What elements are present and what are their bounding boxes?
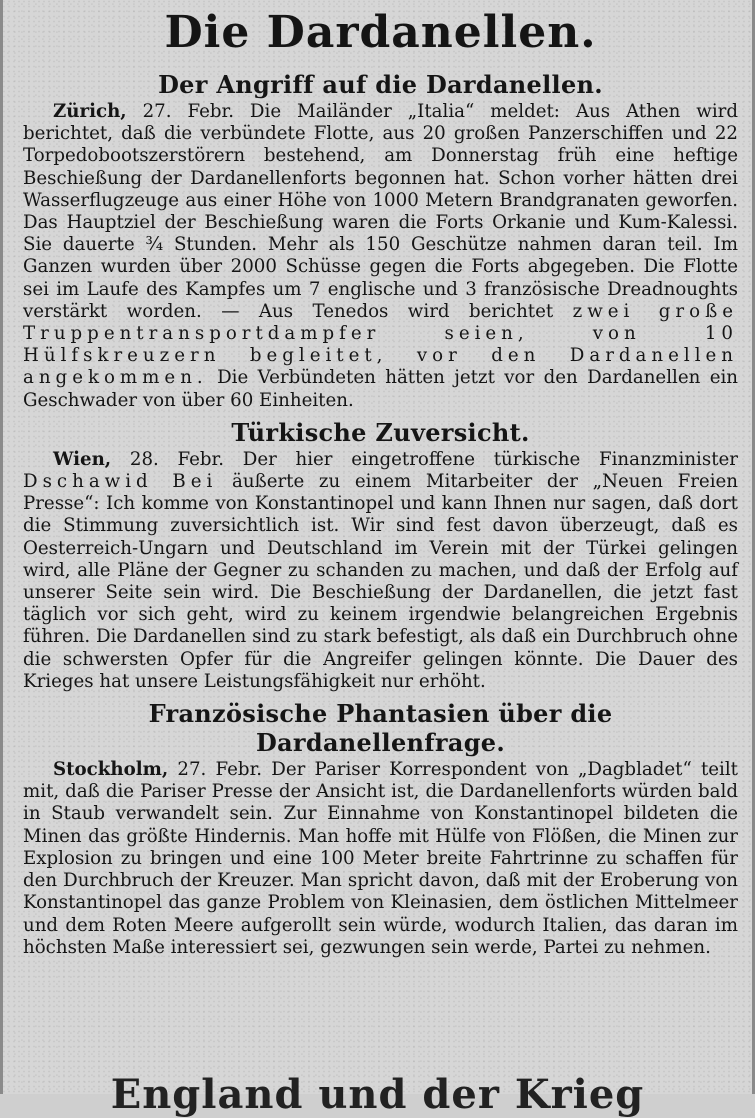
article-headline: Der Angriff auf die Dardanellen. [158,70,603,99]
article-body [23,449,738,693]
cutoff-heading: England und der Krieg [110,1071,645,1118]
article-attack [23,70,738,412]
body-text: äußerte zu einem Mitarbeiter der „Neuen Freien Presse“: Ich komme von Konstantinopel und kann Ihnen nur sagen, daß dort die Stimmung zuversichtlich ist. Wir sind fest davon überzeugt, daß es Oesterreich-Ungarn und Deutschland im Verein mit der Türkei gelingen wird, alle Pläne der Gegner zu schanden zu machen, und daß der Erfolg auf unserer Seite sein wird. Die Beschießung der Dardanellen, die jetzt fast täglich vor sich geht, wird zu keinem irgendwie belangreichen Ergebnis führen. Die Dardanellen sind zu stark befestigt, als daß ein Durchbruch ohne die schwersten Opfer für die Angreifer gelingen könnte. Die Dauer des Krieges hat unsere Leistungsfähigkeit nur erhöht. [23,471,738,692]
article-turkish-confidence [23,418,738,693]
emphasized-text: zwei große Truppentransportdampfer seien, von 10 Hülfskreuzern begleitet, vor den Dardanellen angekommen. [23,300,738,389]
body-text: 27. Febr. Der Pariser Korrespondent von „Dagbladet“ teilt mit, daß die Pariser Presse der Ansicht ist, die Dardanellenforts würden bald in Staub verwandelt sein. Zur Einnahme von Konstantinopel bildeten die Minen das größte Hindernis. Man hoffe mit Hülfe von Flößen, die Minen zur Explosion zu bringen und eine 100 Meter breite Fahrtrinne zu schaffen für den Durchbruch der Kreuzer. Man spricht davon, daß mit der Eroberung von Konstantinopel das ganze Problem von Kleinasien, dem östlichen Mittelmeer und dem Roten Meere aufgerollt sein würde, wodurch Italien, das daran im höchsten Maße interessiert sei, gezwungen sein werde, Partei zu nehmen. [23,759,738,958]
body-text: Die Verbündeten hätten jetzt vor den Dardanellen ein Geschwader von über 60 Einheiten. [23,367,738,411]
body-text: 27. Febr. Die Mailänder „Italia“ meldet: Aus Athen wird berichtet, daß die verbündete Flotte, aus 20 großen Panzerschiffen und 22 Torpedobootszerstörern bestehend, am Donnerstag früh eine heftige Beschießung der Dardanellenforts begonnen hat. Schon vorher hätten drei Wasserflugzeuge aus einer Höhe von 1000 Metern Brandgranaten geworfen. Das Hauptziel der Beschießung waren die Forts Orkanie und Kum-Kalessi. Sie dauerte ¾ Stunden. Mehr als 150 Geschütze nahmen daran teil. Im Ganzen wurden über 2000 Schüsse gegen die Forts abgegeben. Die Flotte sei im Laufe des Kampfes um 7 englische und 3 französische Dreadnoughts verstärkt worden. — Aus Tenedos wird berichtet [23,101,738,322]
article-headline: Französische Phantasien über die Dardanellenfrage. [148,699,613,758]
dateline: Stockholm, [53,759,169,781]
dateline: Zürich, [53,101,127,122]
article-french-fantasies [23,699,738,959]
article-body [23,759,738,959]
emphasized-text: Dschawid Bei [23,471,218,493]
dateline: Wien, [53,448,112,470]
article-headline: Türkische Zuversicht. [231,417,530,447]
article-body [23,101,738,412]
body-text: 28. Febr. Der hier eingetroffene türkische Finanzminister [129,448,738,470]
section-masthead: Die Dardanellen. [164,7,597,58]
